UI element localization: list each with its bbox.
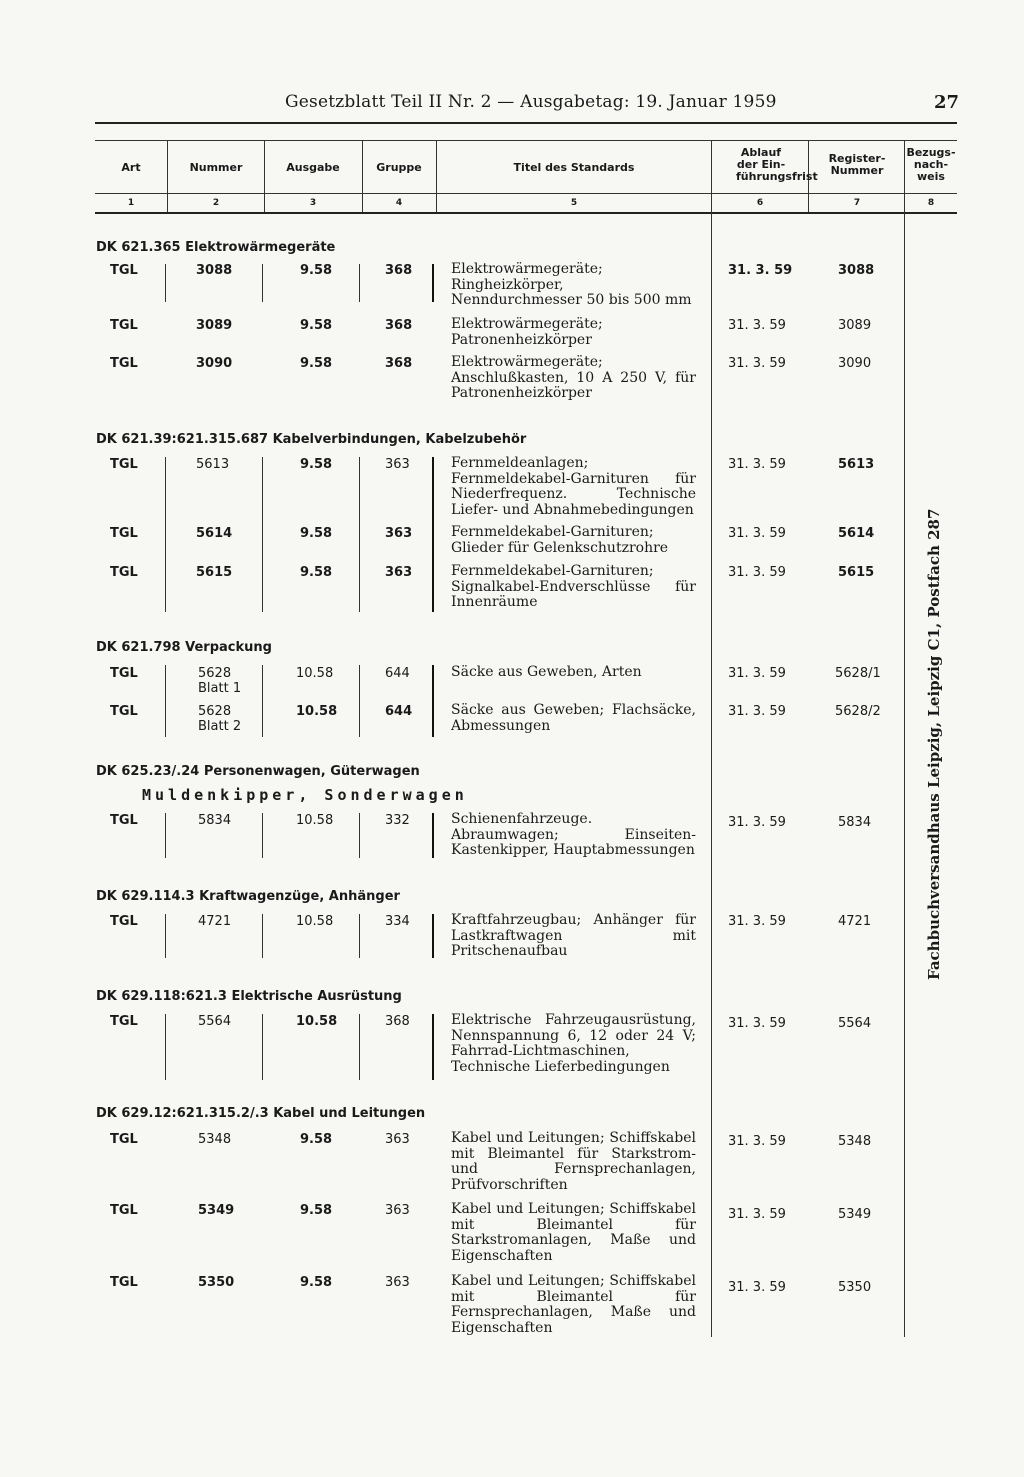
row-divider: [262, 264, 263, 302]
cell-titel: Schienenfahrzeuge. Abraumwagen; Einseiten-Kastenkipper, Hauptabmessungen: [451, 811, 696, 858]
cell-register: 5348: [838, 1134, 872, 1149]
group-heading: DK 621.39:621.315.687 Kabelverbindungen, Kabelzubehör: [96, 432, 527, 447]
column-header-ablauf: Ablauf der Ein- führungsfrist: [736, 146, 818, 183]
cell-titel: Kabel und Leitungen; Schiffskabel mit Bleimantel für Starkstrom- und Fernsprechanlagen, Prüfvorschriften: [451, 1130, 696, 1193]
cell-blatt: Blatt 2: [198, 719, 242, 734]
column-number: 6: [756, 198, 764, 208]
row-divider: [359, 813, 360, 858]
cell-register: 3090: [838, 356, 872, 371]
row-divider: [432, 914, 434, 958]
col-divider: [711, 140, 712, 212]
cell-nummer: 5350: [198, 1275, 235, 1290]
row-divider: [262, 914, 263, 958]
cell-art: TGL: [110, 1203, 138, 1218]
row-divider: [262, 665, 263, 737]
column-number: 5: [570, 198, 578, 208]
row-divider: [359, 457, 360, 612]
cell-ausgabe: 9.58: [300, 1132, 333, 1147]
cell-art: TGL: [110, 263, 138, 278]
cell-nummer: 5834: [198, 813, 232, 828]
cell-gruppe: 368: [385, 318, 413, 333]
cell-ablauf: 31. 3. 59: [728, 704, 786, 719]
row-divider: [432, 457, 434, 612]
cell-nummer: 3089: [196, 318, 233, 333]
cell-register: 3089: [838, 318, 872, 333]
cell-nummer: 5628: [198, 666, 232, 681]
cell-art: TGL: [110, 565, 138, 580]
cell-nummer: 3088: [196, 263, 233, 278]
cell-register: 5834: [838, 815, 872, 830]
cell-ausgabe: 10.58: [296, 666, 334, 681]
cell-nummer: 3090: [196, 356, 233, 371]
cell-gruppe: 368: [385, 263, 413, 278]
cell-register: 5628/2: [835, 704, 881, 719]
cell-ablauf: 31. 3. 59: [728, 318, 786, 333]
col-divider: [362, 140, 363, 212]
group-heading: DK 629.114.3 Kraftwagenzüge, Anhänger: [96, 889, 400, 904]
header-bottom-rule: [95, 193, 957, 194]
cell-art: TGL: [110, 457, 138, 472]
cell-titel: Säcke aus Geweben; Flachsäcke, Abmessungen: [451, 702, 696, 734]
row-divider: [165, 457, 166, 612]
col-divider: [264, 140, 265, 212]
cell-titel: Kraftfahrzeugbau; Anhänger für Lastkraftwagen mit Pritschenaufbau: [451, 912, 696, 959]
cell-nummer: 4721: [198, 914, 232, 929]
col-divider: [904, 140, 905, 212]
cell-titel: Elektrowärmegeräte; Ringheizkörper, Nenndurchmesser 50 bis 500 mm: [451, 261, 692, 308]
row-divider: [165, 264, 166, 302]
row-divider: [359, 264, 360, 302]
col-divider: [904, 212, 905, 1337]
cell-ablauf: 31. 3. 59: [728, 815, 786, 830]
cell-titel: Fernmeldeanlagen; Fernmeldekabel-Garnituren für Niederfrequenz. Technische Liefer- und Abnahmebedingungen: [451, 455, 696, 518]
group-heading: DK 621.365 Elektrowärmegeräte: [96, 240, 336, 255]
cell-register: 5349: [838, 1207, 872, 1222]
cell-ausgabe: 9.58: [300, 1203, 333, 1218]
cell-ablauf: 31. 3. 59: [728, 914, 786, 929]
cell-ablauf: 31. 3. 59: [728, 1280, 786, 1295]
cell-ausgabe: 10.58: [296, 914, 334, 929]
cell-ablauf: 31. 3. 59: [728, 526, 786, 541]
cell-register: 5614: [838, 526, 875, 541]
cell-gruppe: 363: [385, 565, 413, 580]
cell-ablauf: 31. 3. 59: [728, 565, 786, 580]
colnum-bottom-rule: [95, 212, 957, 214]
column-header-gruppe: Gruppe: [376, 161, 422, 174]
cell-ausgabe: 9.58: [300, 457, 333, 472]
row-divider: [165, 665, 166, 737]
cell-register: 5350: [838, 1280, 872, 1295]
cell-art: TGL: [110, 1014, 138, 1029]
cell-gruppe: 363: [385, 1275, 410, 1290]
row-divider: [432, 264, 434, 302]
bezugsnachweis-note: Fachbuchversandhaus Leipzig, Leipzig C1, Postfach 287: [925, 508, 943, 980]
cell-titel: Säcke aus Geweben, Arten: [451, 664, 642, 680]
cell-ausgabe: 10.58: [296, 1014, 338, 1029]
cell-ablauf: 31. 3. 59: [728, 1207, 786, 1222]
column-header-register: Register- Nummer: [828, 152, 886, 177]
column-header-titel: Titel des Standards: [513, 161, 635, 174]
col-divider: [711, 212, 712, 1337]
header-top-rule: [95, 140, 957, 141]
cell-gruppe: 363: [385, 1132, 410, 1147]
cell-register: 5628/1: [835, 666, 881, 681]
cell-gruppe: 334: [385, 914, 410, 929]
table-top-rule: [95, 122, 957, 124]
cell-ablauf: 31. 3. 59: [728, 1016, 786, 1031]
cell-art: TGL: [110, 914, 138, 929]
cell-nummer: 5615: [196, 565, 233, 580]
col-divider: [436, 140, 437, 212]
cell-nummer: 5348: [198, 1132, 232, 1147]
cell-titel: Elektrische Fahrzeugausrüstung, Nennspannung 6, 12 oder 24 V; Fahrrad-Lichtmaschinen, Technische Lieferbedingungen: [451, 1012, 696, 1075]
row-divider: [262, 813, 263, 858]
cell-titel: Elektrowärmegeräte; Anschlußkasten, 10 A 250 V, für Patronenheizkörper: [451, 354, 696, 401]
cell-gruppe: 363: [385, 457, 410, 472]
cell-art: TGL: [110, 1132, 138, 1147]
cell-gruppe: 368: [385, 356, 413, 371]
row-divider: [359, 1014, 360, 1080]
cell-ausgabe: 10.58: [296, 813, 334, 828]
group-heading: DK 625.23/.24 Personenwagen, Güterwagen: [96, 764, 420, 779]
column-number: 4: [395, 198, 403, 208]
cell-gruppe: 644: [385, 666, 410, 681]
cell-titel: Kabel und Leitungen; Schiffskabel mit Bleimantel für Fernsprechanlagen, Maße und Eigenschaften: [451, 1273, 696, 1336]
cell-art: TGL: [110, 318, 138, 333]
group-heading: DK 621.798 Verpackung: [96, 640, 272, 655]
column-number: 1: [127, 198, 135, 208]
cell-art: TGL: [110, 704, 138, 719]
page-header: Gesetzblatt Teil II Nr. 2 — Ausgabetag: 19. Januar 1959: [285, 92, 777, 112]
cell-register: 3088: [838, 263, 875, 278]
group-heading: DK 629.12:621.315.2/.3 Kabel und Leitungen: [96, 1106, 426, 1121]
cell-titel: Kabel und Leitungen; Schiffskabel mit Bleimantel für Starkstromanlagen, Maße und Eigenschaften: [451, 1201, 696, 1264]
cell-art: TGL: [110, 666, 138, 681]
cell-register: 5613: [838, 457, 875, 472]
cell-gruppe: 363: [385, 526, 413, 541]
cell-nummer: 5613: [196, 457, 230, 472]
cell-ausgabe: 9.58: [300, 356, 333, 371]
cell-gruppe: 332: [385, 813, 410, 828]
cell-titel: Elektrowärmegeräte; Patronenheizkörper: [451, 316, 603, 348]
cell-register: 5615: [838, 565, 875, 580]
cell-art: TGL: [110, 813, 138, 828]
cell-nummer: 5349: [198, 1203, 235, 1218]
cell-register: 4721: [838, 914, 872, 929]
row-divider: [165, 813, 166, 858]
column-number: 2: [212, 198, 220, 208]
cell-art: TGL: [110, 1275, 138, 1290]
cell-gruppe: 363: [385, 1203, 410, 1218]
row-divider: [359, 914, 360, 958]
cell-ausgabe: 9.58: [300, 263, 333, 278]
col-divider: [167, 140, 168, 212]
cell-ablauf: 31. 3. 59: [728, 666, 786, 681]
cell-ablauf: 31. 3. 59: [728, 263, 793, 278]
cell-titel: Fernmeldekabel-Garnituren; Glieder für Gelenkschutzrohre: [451, 524, 669, 556]
cell-art: TGL: [110, 356, 138, 371]
row-divider: [165, 914, 166, 958]
cell-register: 5564: [838, 1016, 872, 1031]
cell-nummer: 5564: [198, 1014, 232, 1029]
group-heading: DK 629.118:621.3 Elektrische Ausrüstung: [96, 989, 402, 1004]
cell-ausgabe: 9.58: [300, 1275, 333, 1290]
row-divider: [432, 813, 434, 858]
cell-ablauf: 31. 3. 59: [728, 356, 786, 371]
column-number: 8: [927, 198, 935, 208]
row-divider: [165, 1014, 166, 1080]
cell-nummer: 5628: [198, 704, 232, 719]
cell-blatt: Blatt 1: [198, 681, 242, 696]
row-divider: [432, 665, 434, 737]
cell-nummer: 5614: [196, 526, 233, 541]
group-subheading: Muldenkipper, Sonderwagen: [142, 786, 468, 804]
row-divider: [359, 665, 360, 737]
row-divider: [262, 1014, 263, 1080]
column-header-ausgabe: Ausgabe: [286, 161, 340, 174]
column-header-nummer: Nummer: [189, 161, 243, 174]
cell-ablauf: 31. 3. 59: [728, 457, 786, 472]
cell-ausgabe: 9.58: [300, 318, 333, 333]
cell-gruppe: 644: [385, 704, 413, 719]
column-header-bezug: Bezugs- nach- weis: [906, 146, 956, 183]
cell-art: TGL: [110, 526, 138, 541]
cell-ablauf: 31. 3. 59: [728, 1134, 786, 1149]
page-number: 27: [934, 92, 960, 113]
row-divider: [262, 457, 263, 612]
row-divider: [432, 1014, 434, 1080]
column-number: 7: [853, 198, 861, 208]
cell-gruppe: 368: [385, 1014, 410, 1029]
cell-ausgabe: 9.58: [300, 565, 333, 580]
column-header-art: Art: [121, 161, 141, 174]
cell-titel: Fernmeldekabel-Garnituren; Signalkabel-Endverschlüsse für Innenräume: [451, 563, 696, 610]
column-number: 3: [309, 198, 317, 208]
cell-ausgabe: 10.58: [296, 704, 338, 719]
cell-ausgabe: 9.58: [300, 526, 333, 541]
